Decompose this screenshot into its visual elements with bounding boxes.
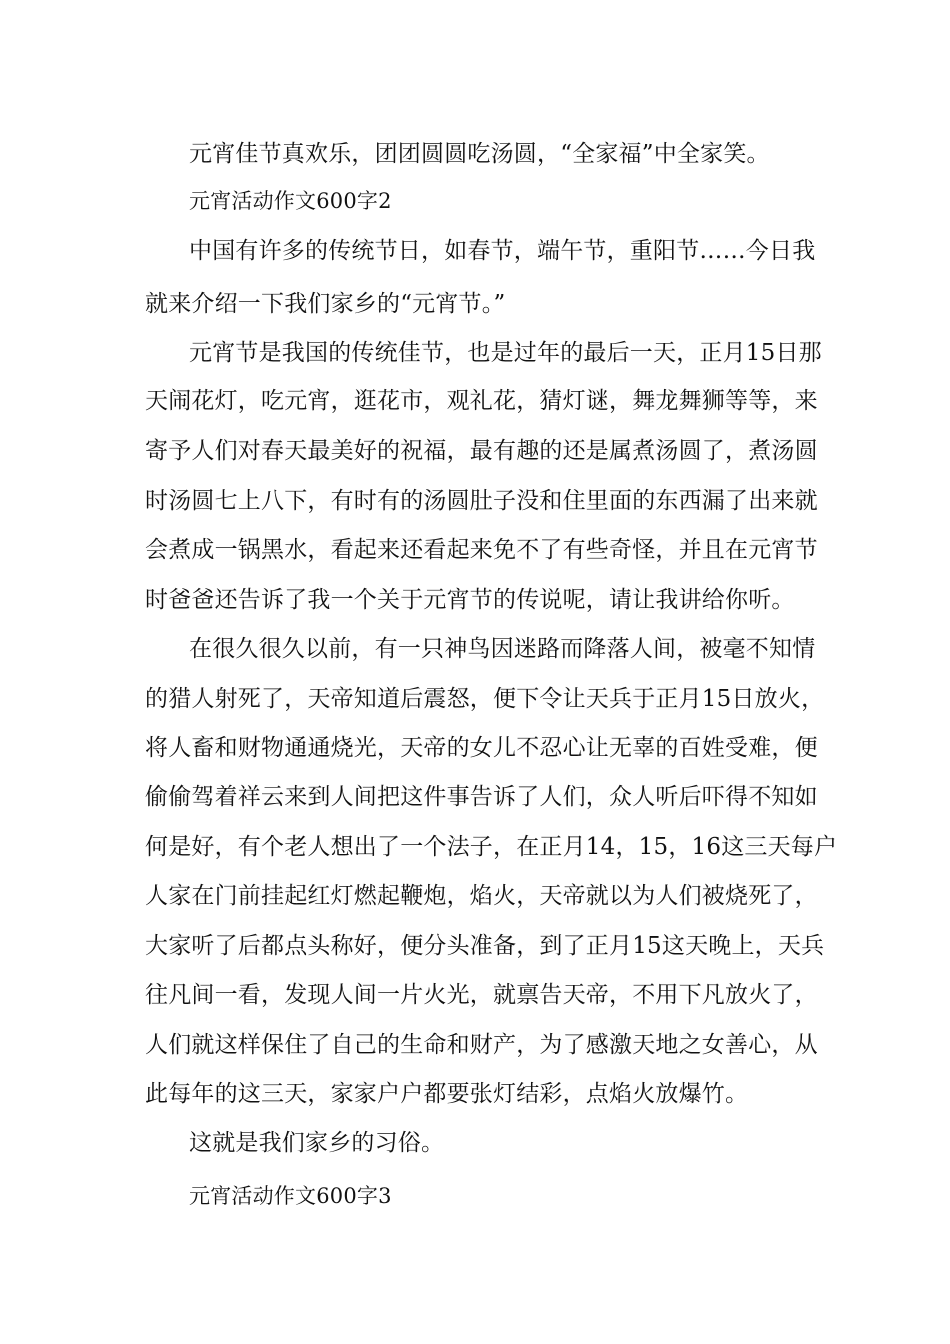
paragraph-3-line-9: 人们就这样保住了自己的生命和财产，为了感激天地之女善心，从 xyxy=(145,1032,818,1058)
section-heading-3: 元宵活动作文600字3 xyxy=(189,1184,392,1208)
paragraph-2-line-4: 时汤圆七上八下，有时有的汤圆肚子没和住里面的东西漏了出来就 xyxy=(145,488,818,514)
paragraph-3-line-4: 偷偷驾着祥云来到人间把这件事告诉了人们，众人听后吓得不知如 xyxy=(145,784,818,810)
paragraph-3-line-7: 大家听了后都点头称好，便分头准备，到了正月15这天晚上，天兵 xyxy=(145,933,825,959)
paragraph-2-line-5: 会煮成一锅黑水，看起来还看起来免不了有些奇怪，并且在元宵节 xyxy=(145,537,818,563)
paragraph-3-line-3: 将人畜和财物通通烧光，天帝的女儿不忍心让无辜的百姓受难，便 xyxy=(145,735,818,761)
paragraph-3-line-2: 的猎人射死了，天帝知道后震怒，便下令让天兵于正月15日放火， xyxy=(145,686,825,712)
paragraph-2-line-2: 天闹花灯，吃元宵，逛花市，观礼花，猜灯谜，舞龙舞狮等等，来 xyxy=(145,388,818,414)
paragraph-3-line-5: 何是好，有个老人想出了一个法子，在正月14，15，16这三天每户 xyxy=(145,834,838,860)
paragraph-2-line-1: 元宵节是我国的传统佳节，也是过年的最后一天，正月15日那 xyxy=(189,340,822,366)
paragraph-1-line-1: 中国有许多的传统节日，如春节，端午节，重阳节……今日我 xyxy=(189,238,816,264)
paragraph-3-line-6: 人家在门前挂起红灯燃起鞭炮，焰火，天帝就以为人们被烧死了， xyxy=(145,883,818,909)
paragraph-4: 这就是我们家乡的习俗。 xyxy=(189,1130,445,1156)
paragraph-3-line-1: 在很久很久以前，有一只神鸟因迷路而降落人间，被毫不知情 xyxy=(189,636,816,662)
paragraph-2-line-3: 寄予人们对春天最美好的祝福，最有趣的还是属煮汤圆了，煮汤圆 xyxy=(145,438,818,464)
paragraph-3-line-8: 往凡间一看，发现人间一片火光，就禀告天帝，不用下凡放火了， xyxy=(145,982,818,1008)
section-heading-2: 元宵活动作文600字2 xyxy=(189,189,392,213)
paragraph-1-line-2: 就来介绍一下我们家乡的“元宵节。” xyxy=(145,291,506,317)
paragraph-intro-end: 元宵佳节真欢乐，团团圆圆吃汤圆，“全家福”中全家笑。 xyxy=(189,141,770,167)
paragraph-2-line-6: 时爸爸还告诉了我一个关于元宵节的传说呢，请让我讲给你听。 xyxy=(145,587,795,613)
paragraph-3-line-10: 此每年的这三天，家家户户都要张灯结彩，点焰火放爆竹。 xyxy=(145,1081,749,1107)
